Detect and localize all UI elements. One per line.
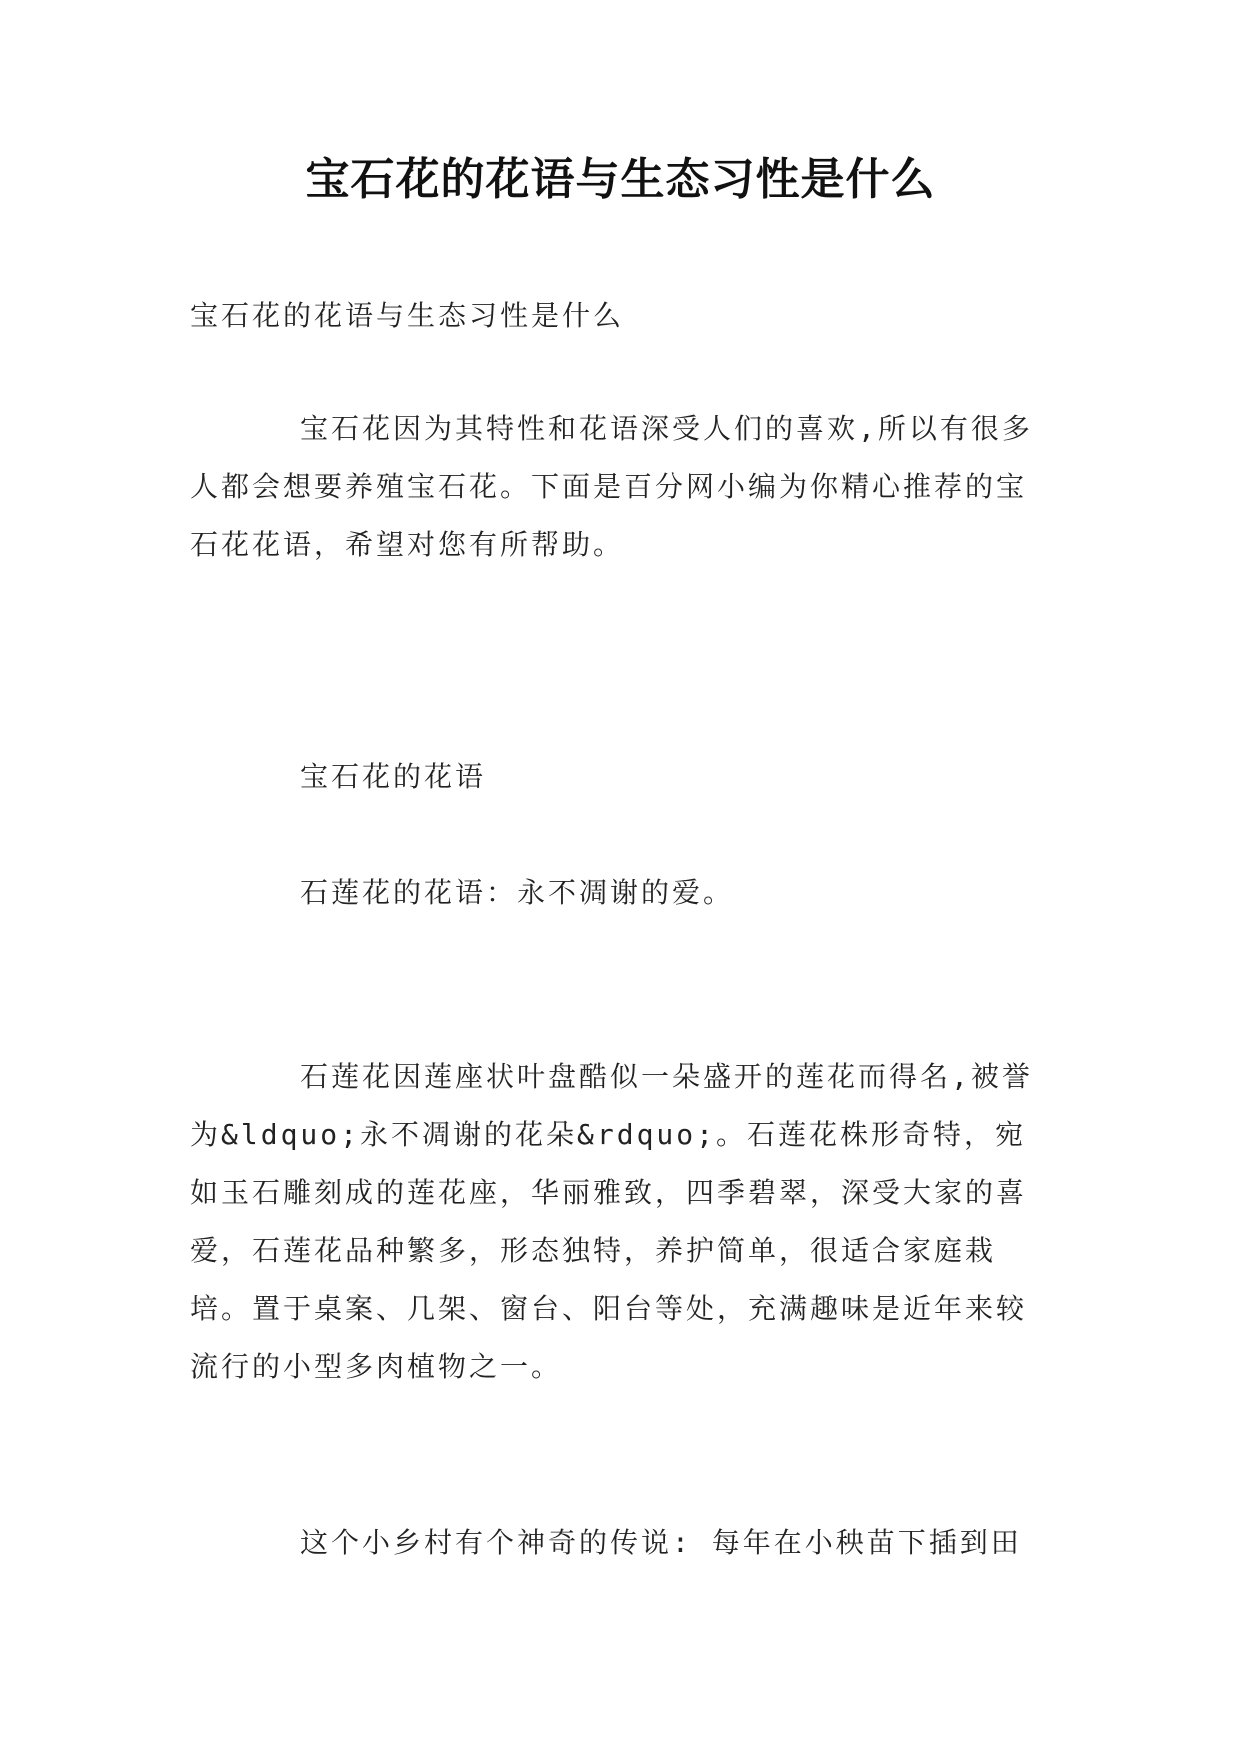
flower-language-paragraph: 石莲花的花语：永不凋谢的爱。: [300, 876, 735, 909]
document-subtitle: 宝石花的花语与生态习性是什么: [190, 299, 625, 332]
intro-paragraph: 宝石花因为其特性和花语深受人们的喜欢,所以有很多人都会想要养殖宝石花。下面是百分网小编为你精心推荐的宝石花花语，希望对您有所帮助。: [190, 412, 1033, 561]
section-heading: 宝石花的花语: [300, 760, 487, 793]
legend-paragraph: 这个小乡村有个神奇的传说: 每年在小秧苗下插到田: [300, 1526, 1022, 1559]
document-title: 宝石花的花语与生态习性是什么: [305, 154, 936, 205]
description-paragraph: 石莲花因莲座状叶盘酷似一朵盛开的莲花而得名,被誉为&ldquo;永不凋谢的花朵&rdquo;。石莲花株形奇特，宛如玉石雕刻成的莲花座，华丽雅致，四季碧翠，深受大家的喜爱，石莲花品种繁多，形态独特，养护简单，很适合家庭栽培。置于桌案、几架、窗台、阳台等处，充满趣味是近年来较流行的小型多肉植物之一。: [190, 1060, 1033, 1383]
